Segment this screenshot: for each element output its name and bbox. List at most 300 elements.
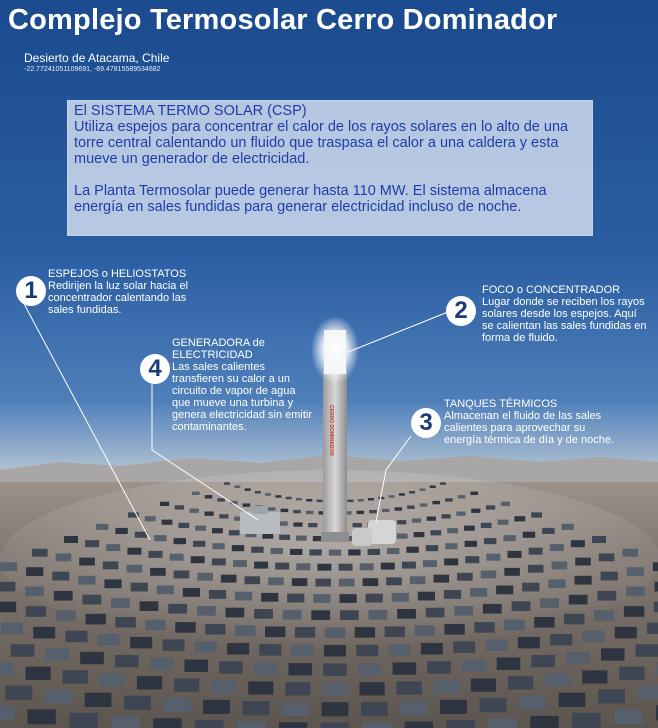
- heliostat-mirror: [627, 567, 644, 576]
- heliostat-mirror: [219, 661, 243, 673]
- heliostat-mirror: [470, 588, 487, 597]
- heliostat-mirror: [486, 639, 508, 651]
- heliostat-mirror: [471, 509, 480, 513]
- heliostat-mirror: [432, 501, 440, 504]
- heliostat-mirror: [262, 534, 273, 539]
- heliostat-mirror: [397, 609, 416, 619]
- heliostat-mirror: [279, 535, 290, 540]
- heliostat-mirror: [0, 562, 17, 571]
- heliostat-mirror: [66, 631, 88, 643]
- heliostat-mirror: [192, 492, 200, 495]
- heliostat-mirror: [360, 682, 385, 695]
- heliostat-mirror: [564, 614, 584, 625]
- heliostat-mirror: [104, 579, 121, 588]
- heliostat-mirror: [430, 530, 441, 535]
- callout-generator: [172, 337, 312, 433]
- heliostat-mirror: [423, 560, 437, 567]
- heliostat-mirror: [454, 606, 473, 616]
- heliostat-mirror: [308, 523, 317, 527]
- heliostat-mirror: [33, 627, 55, 639]
- heliostat-mirror: [486, 505, 495, 509]
- heliostat-mirror: [154, 535, 166, 541]
- heliostat-mirror: [86, 614, 106, 625]
- heliostat-mirror: [601, 648, 625, 660]
- heliostat-mirror: [518, 637, 540, 649]
- heliostat-mirror: [462, 660, 486, 672]
- heliostat-mirror: [80, 652, 104, 664]
- heliostat-mirror: [282, 702, 309, 716]
- heliostat-mirror: [392, 593, 409, 602]
- heliostat-mirror: [474, 622, 494, 633]
- heliostat-mirror: [486, 554, 500, 561]
- heliostat-mirror: [311, 610, 330, 620]
- heliostat-mirror: [420, 503, 428, 506]
- heliostat-mirror: [245, 576, 261, 584]
- heliostat-mirror: [366, 594, 383, 603]
- heliostat-mirror: [221, 575, 237, 583]
- heliostat-mirror: [203, 700, 230, 714]
- heliostat-mirror: [205, 495, 213, 498]
- heliostat-mirror: [306, 499, 312, 502]
- callout-number-2: 2: [446, 296, 476, 326]
- heliostat-mirror: [140, 601, 159, 611]
- heliostat-mirror: [243, 701, 270, 715]
- heliostat-mirror: [440, 700, 467, 714]
- heliostat-mirror: [622, 549, 638, 557]
- heliostat-mirror: [599, 553, 615, 561]
- heliostat-mirror: [427, 661, 451, 673]
- heliostat-mirror: [1, 623, 23, 635]
- heliostat-mirror: [501, 502, 510, 506]
- heliostat-mirror: [174, 678, 199, 691]
- heliostat-mirror: [434, 680, 459, 693]
- callout-concentrator: [482, 284, 650, 344]
- heliostat-mirror: [363, 722, 391, 728]
- heliostat-mirror: [46, 648, 70, 660]
- heliostat-mirror: [175, 622, 195, 633]
- heliostat-mirror: [465, 556, 479, 563]
- heliostat-mirror: [385, 627, 405, 638]
- heliostat-mirror: [96, 524, 108, 530]
- heliostat-mirror: [255, 491, 261, 494]
- heliostat-mirror: [531, 655, 555, 667]
- heliostat-mirror: [127, 565, 143, 573]
- heliostat-mirror: [137, 676, 162, 689]
- location-label: Desierto de Atacama, Chile: [24, 51, 170, 65]
- heliostat-mirror: [174, 571, 190, 579]
- heliostat-mirror: [54, 591, 73, 601]
- heliostat-mirror: [190, 509, 199, 513]
- info-paragraph-2: La Planta Termosolar puede generar hasta 110 MW. El sistema almacena energía en sales fundidas para generar electricidad incluso de noche.: [74, 183, 547, 215]
- heliostat-mirror: [653, 562, 658, 571]
- heliostat-mirror: [378, 497, 384, 500]
- central-tower: [323, 370, 347, 538]
- heliostat-mirror: [348, 549, 360, 555]
- heliostat-mirror: [296, 498, 302, 501]
- heliostat-mirror: [552, 561, 568, 569]
- heliostat-mirror: [531, 512, 542, 517]
- heliostat-mirror: [504, 568, 520, 576]
- heliostat-mirror: [447, 528, 458, 533]
- heliostat-mirror: [402, 562, 416, 569]
- heliostat-mirror: [397, 520, 406, 524]
- heliostat-mirror: [358, 663, 382, 675]
- heliostat-mirror: [135, 532, 147, 538]
- heliostat-mirror: [292, 578, 308, 586]
- heliostat-mirror: [523, 532, 535, 538]
- heliostat-mirror: [279, 722, 307, 728]
- heliostat-mirror: [0, 582, 15, 592]
- heliostat-mirror: [444, 558, 458, 565]
- info-heading: El SISTEMA TERMO SOLAR (CSP): [74, 103, 307, 119]
- callout-title: TANQUES TÉRMICOS: [444, 398, 558, 410]
- heliostat-mirror: [654, 602, 658, 613]
- heliostat-mirror: [496, 586, 513, 595]
- heliostat-mirror: [430, 486, 436, 489]
- heliostat-mirror: [317, 500, 323, 503]
- heliostat-mirror: [550, 634, 572, 646]
- heliostat-mirror: [32, 549, 48, 557]
- heliostat-mirror: [442, 514, 451, 518]
- heliostat-mirror: [259, 644, 281, 656]
- heliostat-mirror: [369, 610, 388, 620]
- heliostat-mirror: [529, 548, 543, 555]
- heliostat-mirror: [597, 591, 616, 601]
- heliostat-mirror: [195, 720, 223, 728]
- heliostat-mirror: [115, 617, 135, 628]
- heliostat-mirror: [550, 544, 564, 551]
- heliostat-mirror: [415, 625, 435, 636]
- heliostat-mirror: [205, 624, 225, 635]
- heliostat-mirror: [293, 522, 302, 526]
- heliostat-mirror: [522, 583, 539, 592]
- heliostat-mirror: [575, 558, 591, 566]
- heliostat-mirror: [418, 592, 435, 601]
- heliostat-mirror: [162, 520, 173, 525]
- heliostat-mirror: [254, 662, 278, 674]
- page-title: Complejo Termosolar Cerro Dominador: [8, 4, 558, 36]
- heliostat-mirror: [410, 576, 426, 584]
- heliostat-mirror: [325, 627, 345, 638]
- heliostat-mirror: [111, 716, 139, 728]
- heliostat-mirror: [211, 680, 236, 693]
- heliostat-mirror: [219, 514, 228, 518]
- heliostat-mirror: [322, 702, 349, 716]
- callout-body: Redirijen la luz solar hacia el concentrador calentando las sales fundidas.: [48, 280, 189, 316]
- heliostat-mirror: [205, 512, 214, 516]
- heliostat-mirror: [545, 674, 570, 687]
- heliostat-mirror: [115, 655, 139, 667]
- heliostat-mirror: [164, 698, 191, 712]
- heliostat-mirror: [184, 660, 208, 672]
- heliostat-mirror: [369, 510, 377, 513]
- heliostat-mirror: [268, 507, 276, 510]
- heliostat-mirror: [212, 528, 223, 533]
- heliostat-mirror: [638, 686, 658, 700]
- heliostat-mirror: [324, 645, 346, 657]
- heliostat-mirror: [405, 722, 433, 728]
- heliostat-mirror: [419, 488, 425, 491]
- heliostat-mirror: [175, 505, 184, 509]
- heliostat-mirror: [655, 582, 658, 592]
- heliostat-mirror: [503, 535, 515, 541]
- heliostat-mirror: [636, 644, 658, 656]
- heliostat-mirror: [382, 509, 390, 512]
- heliostat-mirror: [534, 617, 554, 628]
- callout-title: GENERADORA de ELECTRICIDAD: [172, 337, 265, 361]
- heliostat-mirror: [548, 579, 565, 588]
- heliostat-mirror: [0, 662, 14, 675]
- heliostat-mirror: [444, 590, 461, 599]
- info-paragraph-1: Utiliza espejos para concentrar el calor de los rayos solares en lo alto de una torre central calentando un fluido que traspasa el calor a una caldera y esta mueve un generador de electricidad.: [74, 119, 569, 167]
- thermal-tank: [368, 520, 396, 544]
- heliostat-mirror: [131, 583, 148, 592]
- heliostat-mirror: [306, 511, 314, 514]
- heliostat-mirror: [360, 563, 374, 570]
- heliostat-mirror: [26, 667, 51, 680]
- heliostat-mirror: [566, 652, 590, 664]
- heliostat-mirror: [444, 624, 464, 635]
- heliostat-mirror: [285, 682, 310, 695]
- heliostat-mirror: [457, 573, 473, 581]
- callout-number-1: 1: [16, 276, 46, 306]
- heliostat-mirror: [481, 523, 492, 528]
- heliostat-mirror: [453, 641, 475, 653]
- heliostat-mirror: [361, 702, 388, 716]
- heliostat-mirror: [233, 560, 247, 567]
- heliostat-mirror: [624, 606, 644, 617]
- heliostat-mirror: [235, 592, 252, 601]
- heliostat-mirror: [248, 681, 273, 694]
- heliostat-mirror: [100, 674, 125, 687]
- heliostat-mirror: [356, 645, 378, 657]
- heliostat-mirror: [582, 670, 607, 683]
- callout-body: Lugar donde se reciben los rayos solares desde los espejos. Aquí se calientan las sales fundidas en forma de fluido.: [482, 296, 647, 344]
- heliostat-mirror: [197, 606, 216, 616]
- heliostat-mirror: [193, 541, 205, 547]
- heliostat-mirror: [358, 499, 364, 502]
- heliostat-mirror: [27, 709, 55, 724]
- heliostat-mirror: [268, 577, 284, 585]
- heliostat-mirror: [626, 587, 645, 597]
- heliostat-mirror: [355, 627, 375, 638]
- tower-label: CERRO DOMINADOR: [328, 405, 334, 456]
- heliostat-mirror: [592, 536, 606, 543]
- heliostat-mirror: [296, 563, 310, 570]
- heliostat-mirror: [295, 627, 315, 638]
- heliostat-mirror: [168, 604, 187, 614]
- heliostat-mirror: [434, 575, 450, 583]
- heliostat-mirror: [465, 541, 477, 547]
- heliostat-mirror: [145, 620, 165, 631]
- heliostat-mirror: [195, 526, 206, 531]
- heliostat-mirror: [290, 549, 302, 555]
- heliostat-mirror: [232, 545, 244, 551]
- heliostat-mirror: [150, 658, 174, 670]
- heliostat-mirror: [124, 696, 151, 710]
- heliostat-mirror: [481, 571, 497, 579]
- heliostat-mirror: [292, 645, 314, 657]
- heliostat-mirror: [26, 567, 43, 576]
- heliostat-mirror: [227, 643, 249, 655]
- heliostat-mirror: [212, 558, 226, 565]
- heliostat-mirror: [340, 594, 357, 603]
- heliostat-mirror: [528, 565, 544, 573]
- heliostat-mirror: [447, 720, 475, 728]
- heliostat-mirror: [56, 553, 72, 561]
- heliostat-mirror: [170, 554, 184, 561]
- heliostat-mirror: [296, 536, 307, 541]
- heliostat-mirror: [456, 512, 465, 516]
- heliostat-mirror: [178, 523, 189, 528]
- heliostat-mirror: [183, 588, 200, 597]
- heliostat-mirror: [414, 532, 425, 537]
- heliostat-mirror: [130, 637, 152, 649]
- heliostat-mirror: [229, 530, 240, 535]
- heliostat-mirror: [265, 493, 271, 496]
- heliostat-mirror: [98, 634, 120, 646]
- heliostat-mirror: [530, 716, 558, 728]
- heliostat-mirror: [571, 540, 585, 547]
- heliostat-mirror: [363, 578, 379, 586]
- callout-number-4: 4: [140, 354, 170, 384]
- heliostat-mirror: [197, 573, 213, 581]
- heliostat-mirror: [78, 576, 95, 585]
- heliostat-mirror: [317, 564, 331, 571]
- heliostat-mirror: [519, 696, 546, 710]
- heliostat-mirror: [243, 503, 251, 506]
- heliostat-mirror: [309, 549, 321, 555]
- heliostat-mirror: [368, 549, 380, 555]
- heliostat-mirror: [235, 625, 255, 636]
- heliostat-mirror: [245, 488, 251, 491]
- callout-body: Almacenan el fluido de las sales calientes para aprovechar su energía térmica de día y de noche.: [444, 410, 614, 446]
- heliostat-mirror: [647, 623, 658, 635]
- heliostat-mirror: [347, 500, 353, 503]
- heliostat-mirror: [82, 595, 101, 605]
- heliostat-mirror: [508, 676, 533, 689]
- heliostat-mirror: [619, 667, 644, 680]
- heliostat-mirror: [470, 492, 478, 495]
- heliostat-mirror: [323, 663, 347, 675]
- heliostat-mirror: [339, 579, 355, 587]
- heliostat-mirror: [85, 540, 99, 547]
- heliostat-mirror: [106, 544, 120, 551]
- heliostat-mirror: [389, 495, 395, 498]
- heliostat-mirror: [445, 543, 457, 549]
- generator-building: [240, 512, 280, 534]
- heliostat-mirror: [195, 641, 217, 653]
- coordinates-label: -22.77241051109691, -69.47815589534682: [24, 66, 161, 73]
- heliostat-mirror: [289, 663, 313, 675]
- heliostat-mirror: [157, 586, 174, 595]
- callout-title: ESPEJOS o HELIOSTATOS: [48, 268, 187, 280]
- heliostat-mirror: [458, 495, 466, 498]
- heliostat-mirror: [63, 670, 88, 683]
- heliostat-mirror: [224, 482, 230, 485]
- heliostat-mirror: [368, 498, 374, 501]
- heliostat-mirror: [217, 498, 225, 501]
- heliostat-mirror: [212, 543, 224, 549]
- heliostat-mirror: [254, 609, 273, 619]
- heliostat-mirror: [103, 561, 119, 569]
- heliostat-mirror: [191, 556, 205, 563]
- heliostat-mirror: [399, 493, 405, 496]
- heliostat-mirror: [52, 572, 69, 581]
- heliostat-mirror: [440, 482, 446, 485]
- heliostat-mirror: [160, 502, 169, 506]
- heliostat-mirror: [340, 610, 359, 620]
- heliostat-mirror: [569, 595, 588, 605]
- heliostat-mirror: [389, 644, 411, 656]
- heliostat-mirror: [614, 709, 642, 724]
- heliostat-mirror: [381, 563, 395, 570]
- heliostat-mirror: [234, 486, 240, 489]
- heliostat-mirror: [56, 610, 76, 621]
- heliostat-mirror: [85, 693, 112, 707]
- heliostat-mirror: [271, 548, 283, 554]
- heliostat-mirror: [426, 545, 438, 551]
- heliostat-mirror: [387, 548, 399, 554]
- heliostat-mirror: [174, 538, 186, 544]
- heliostat-mirror: [615, 627, 637, 639]
- heliostat-mirror: [357, 511, 365, 514]
- heliostat-mirror: [111, 598, 130, 608]
- heliostat-mirror: [498, 520, 509, 525]
- heliostat-mirror: [409, 491, 415, 494]
- callout-heliostats: [48, 268, 213, 316]
- heliostat-mirror: [395, 507, 403, 510]
- heliostat-mirror: [407, 506, 415, 509]
- heliostat-mirror: [251, 547, 263, 553]
- heliostat-mirror: [540, 598, 559, 608]
- heliostat-mirror: [483, 604, 502, 614]
- heliostat-mirror: [11, 644, 35, 656]
- heliostat-mirror: [497, 658, 521, 670]
- heliostat-mirror: [45, 689, 72, 703]
- heliostat-mirror: [583, 631, 605, 643]
- heliostat-mirror: [386, 577, 402, 585]
- heliostat-mirror: [471, 678, 496, 691]
- heliostat-mirror: [601, 572, 618, 581]
- heliostat-mirror: [64, 536, 78, 543]
- heliostat-mirror: [412, 518, 421, 522]
- heliostat-mirror: [542, 528, 554, 534]
- heliostat-mirror: [237, 722, 265, 728]
- heliostat-mirror: [598, 689, 625, 703]
- heliostat-mirror: [6, 686, 33, 700]
- heliostat-mirror: [508, 551, 522, 558]
- heliostat-mirror: [401, 701, 428, 715]
- heliostat-mirror: [321, 723, 349, 728]
- heliostat-mirror: [512, 601, 531, 611]
- heliostat-mirror: [464, 526, 475, 531]
- heliostat-mirror: [514, 516, 525, 521]
- heliostat-mirror: [293, 510, 301, 513]
- heliostat-mirror: [275, 495, 281, 498]
- csp-info-box: [67, 100, 593, 236]
- heliostat-mirror: [115, 528, 127, 534]
- heliostat-mirror: [261, 593, 278, 602]
- heliostat-mirror: [26, 606, 46, 617]
- heliostat-mirror: [313, 594, 330, 603]
- heliostat-mirror: [149, 551, 163, 558]
- heliostat-mirror: [504, 620, 524, 631]
- heliostat-mirror: [0, 705, 14, 720]
- heliostat-mirror: [226, 608, 245, 618]
- heliostat-mirror: [426, 608, 445, 618]
- callout-body: Las sales calientes transfieren su calor a un circuito de vapor de agua que mueve una turbina y genera electricidad sin emitir contaminantes.: [172, 361, 313, 433]
